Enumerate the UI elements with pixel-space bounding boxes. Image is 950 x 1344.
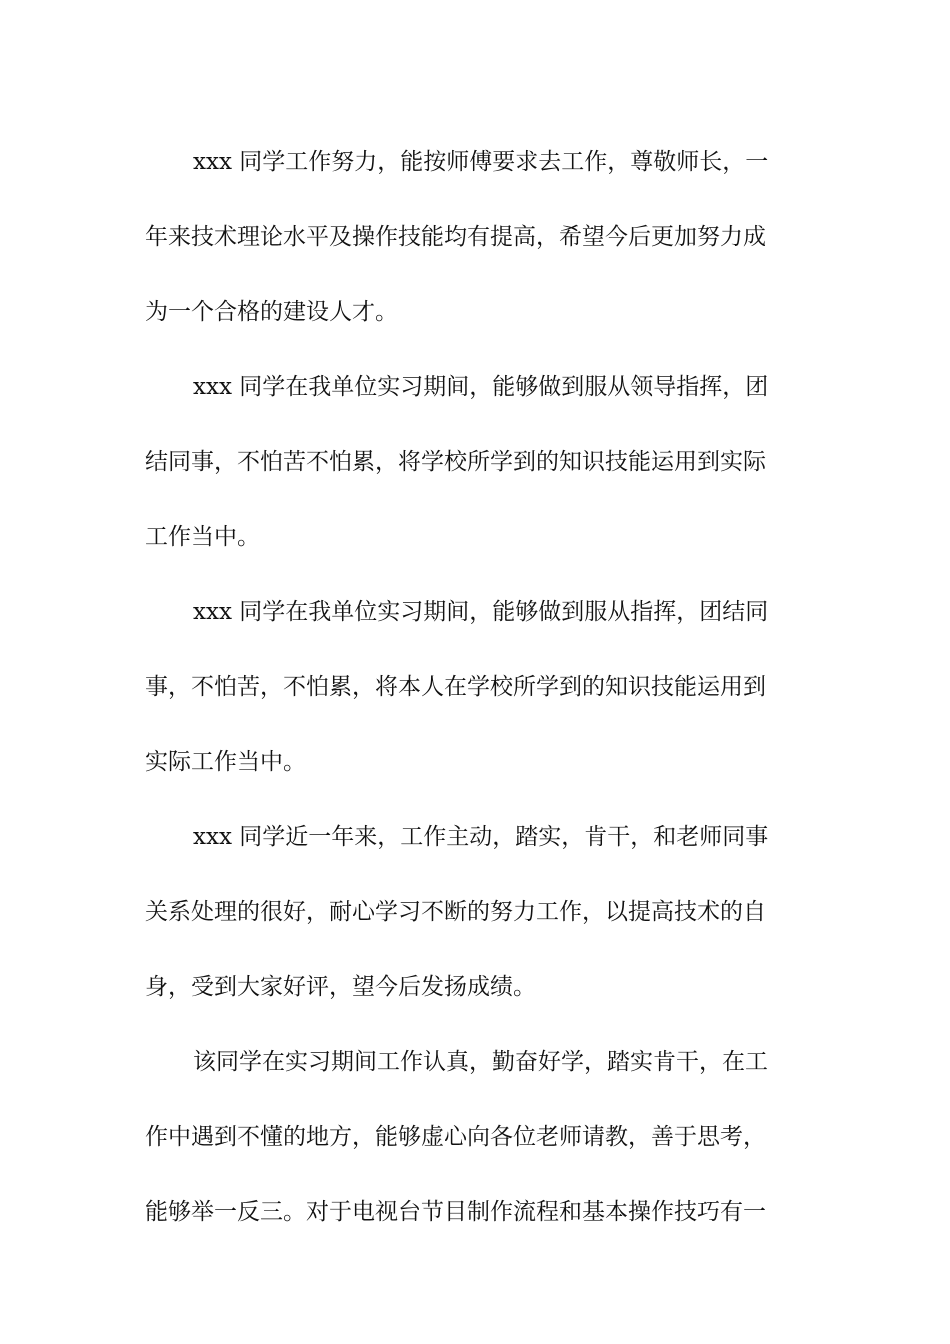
text-line: xxx 同学在我单位实习期间，能够做到服从领导指挥，团 [193, 374, 769, 400]
text-line: 关系处理的很好，耐心学习不断的努力工作，以提高技术的自 [145, 899, 766, 925]
paragraph-5 [145, 1025, 807, 1250]
text-line: 身，受到大家好评，望今后发扬成绩。 [145, 974, 536, 1000]
text-line: xxx 同学近一年来，工作主动，踏实，肯干，和老师同事 [193, 824, 769, 850]
text-line: 该同学在实习期间工作认真，勤奋好学，踏实肯干，在工 [193, 1049, 768, 1075]
paragraph-1 [145, 125, 807, 350]
text-line: 年来技术理论水平及操作技能均有提高，希望今后更加努力成 [145, 224, 766, 250]
text-line: 事，不怕苦，不怕累，将本人在学校所学到的知识技能运用到 [145, 674, 766, 700]
paragraph-3 [145, 575, 807, 800]
paragraph-2 [145, 350, 807, 575]
text-line: xxx 同学在我单位实习期间，能够做到服从指挥，团结同 [193, 599, 769, 625]
text-line: 工作当中。 [145, 524, 260, 550]
document-body [145, 125, 807, 1250]
text-line: 为一个合格的建设人才。 [145, 299, 398, 325]
text-line: 结同事，不怕苦不怕累，将学校所学到的知识技能运用到实际 [145, 449, 766, 475]
text-line: 能够举一反三。对于电视台节目制作流程和基本操作技巧有一 [145, 1199, 766, 1225]
text-line: 作中遇到不懂的地方，能够虚心向各位老师请教，善于思考， [145, 1124, 766, 1150]
text-line: 实际工作当中。 [145, 749, 306, 775]
text-line: xxx 同学工作努力，能按师傅要求去工作，尊敬师长，一 [193, 149, 769, 175]
paragraph-4 [145, 800, 807, 1025]
